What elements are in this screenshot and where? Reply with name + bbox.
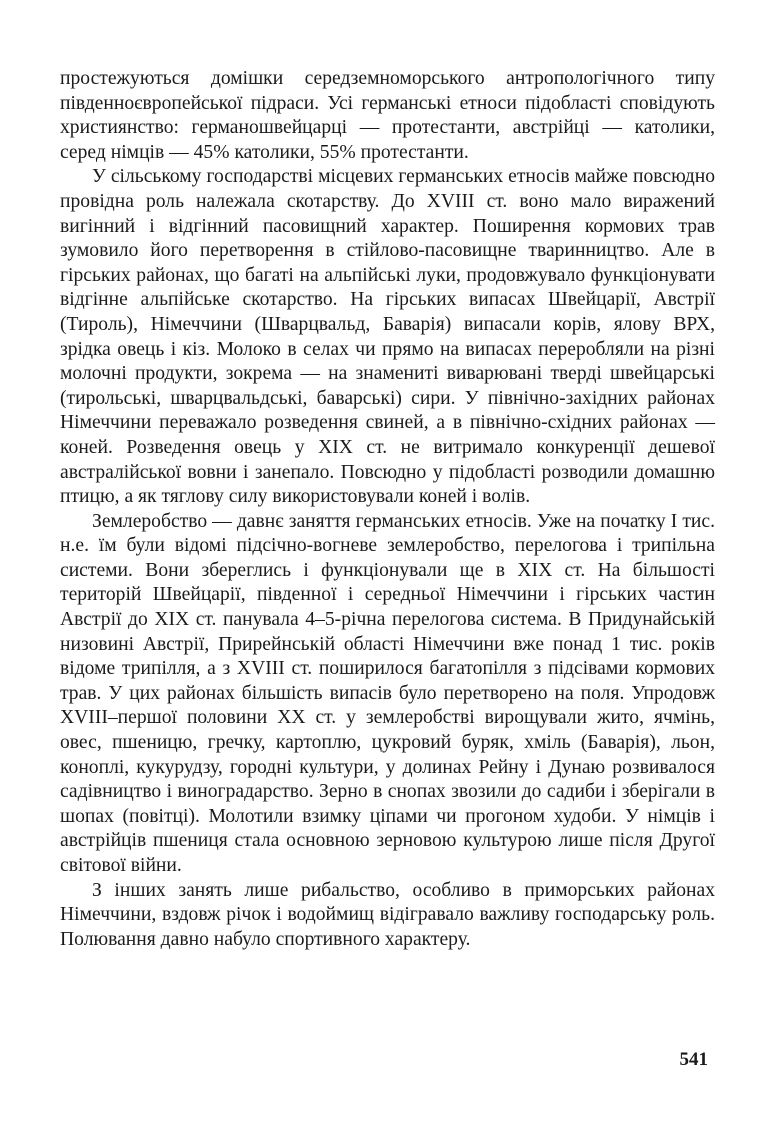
paragraph-3: Землеробство — давнє заняття германських етносів. Уже на початку І тис. н.е. їм були відомі підсічно-вогневе землеробство, перелогова і трипільна системи. Вони збереглись і функціонували ще в XIX ст. На більшості територій Швейцарії, південної і середньої Німеччини і гірських частин Австрії до XIX ст. панувала 4–5-річна перелогова система. В Придунайській низовині Австрії, Прирейнській області Німеччини вже понад 1 тис. років відоме трипілля, а з XVIII ст. поширилося багатопілля з підсівами кормових трав. У цих районах більшість випасів було перетворено на поля. Упродовж XVIII–першої половини XX ст. у землеробстві вирощували жито, ячмінь, овес, пшеницю, гречку, картоплю, цукровий буряк, хміль (Баварія), льон, коноплі, кукурудзу, городні культури, у долинах Рейну і Дунаю розвивалося садівництво і виноградарство. Зерно в снопах звозили до садиби і зберігали в шопах (повітці). Молотили взимку ціпами чи прогоном худоби. У німців і австрійців пшениця стала основною зерновою культурою лише після Другої світової війни. — [60, 510, 715, 876]
paragraph-4: З інших занять лише рибальство, особливо в приморських районах Німеччини, вздовж річок і водоймищ відігравало важливу господарську роль. Полювання давно набуло спортивного характеру. — [60, 879, 715, 950]
page-body — [60, 67, 715, 952]
paragraph-1: простежуються домішки середземноморського антропологічного типу південноєвропейської підраси. Усі германські етноси підобласті сповідують християнство: германошвейцарці — протестанти, австрійці — католики, серед німців — 45% католики, 55% протестанти. — [60, 68, 715, 163]
page-number: 541 — [679, 1049, 708, 1070]
paragraph-2: У сільському господарстві місцевих германських етносів майже повсюдно провідна роль належала скотарству. До XVIII ст. воно мало виражений вигінний і відгінний пасовищний характер. Поширення кормових трав зумовило його перетворення в стійлово-пасовищне тваринництво. Але в гірських районах, що багаті на альпійські луки, продовжувало функціонувати відгінне альпійське скотарство. На гірських випасах Швейцарії, Австрії (Тироль), Німеччини (Шварцвальд, Баварія) випасали корів, ялову ВРХ, зрідка овець і кіз. Молоко в селах чи прямо на випасах переробляли на різні молочні продукти, зокрема — на знамениті виварювані тверді швейцарські (тирольські, шварцвальдські, баварські) сири. У північно-західних районах Німеччини переважало розведення свиней, а в північно-східних районах — коней. Розведення овець у XIX ст. не витримало конкуренції дешевої австралійської вовни і занепало. Повсюдно у підобласті розводили домашню птицю, а як тяглову силу використовували коней і волів. — [60, 166, 715, 508]
